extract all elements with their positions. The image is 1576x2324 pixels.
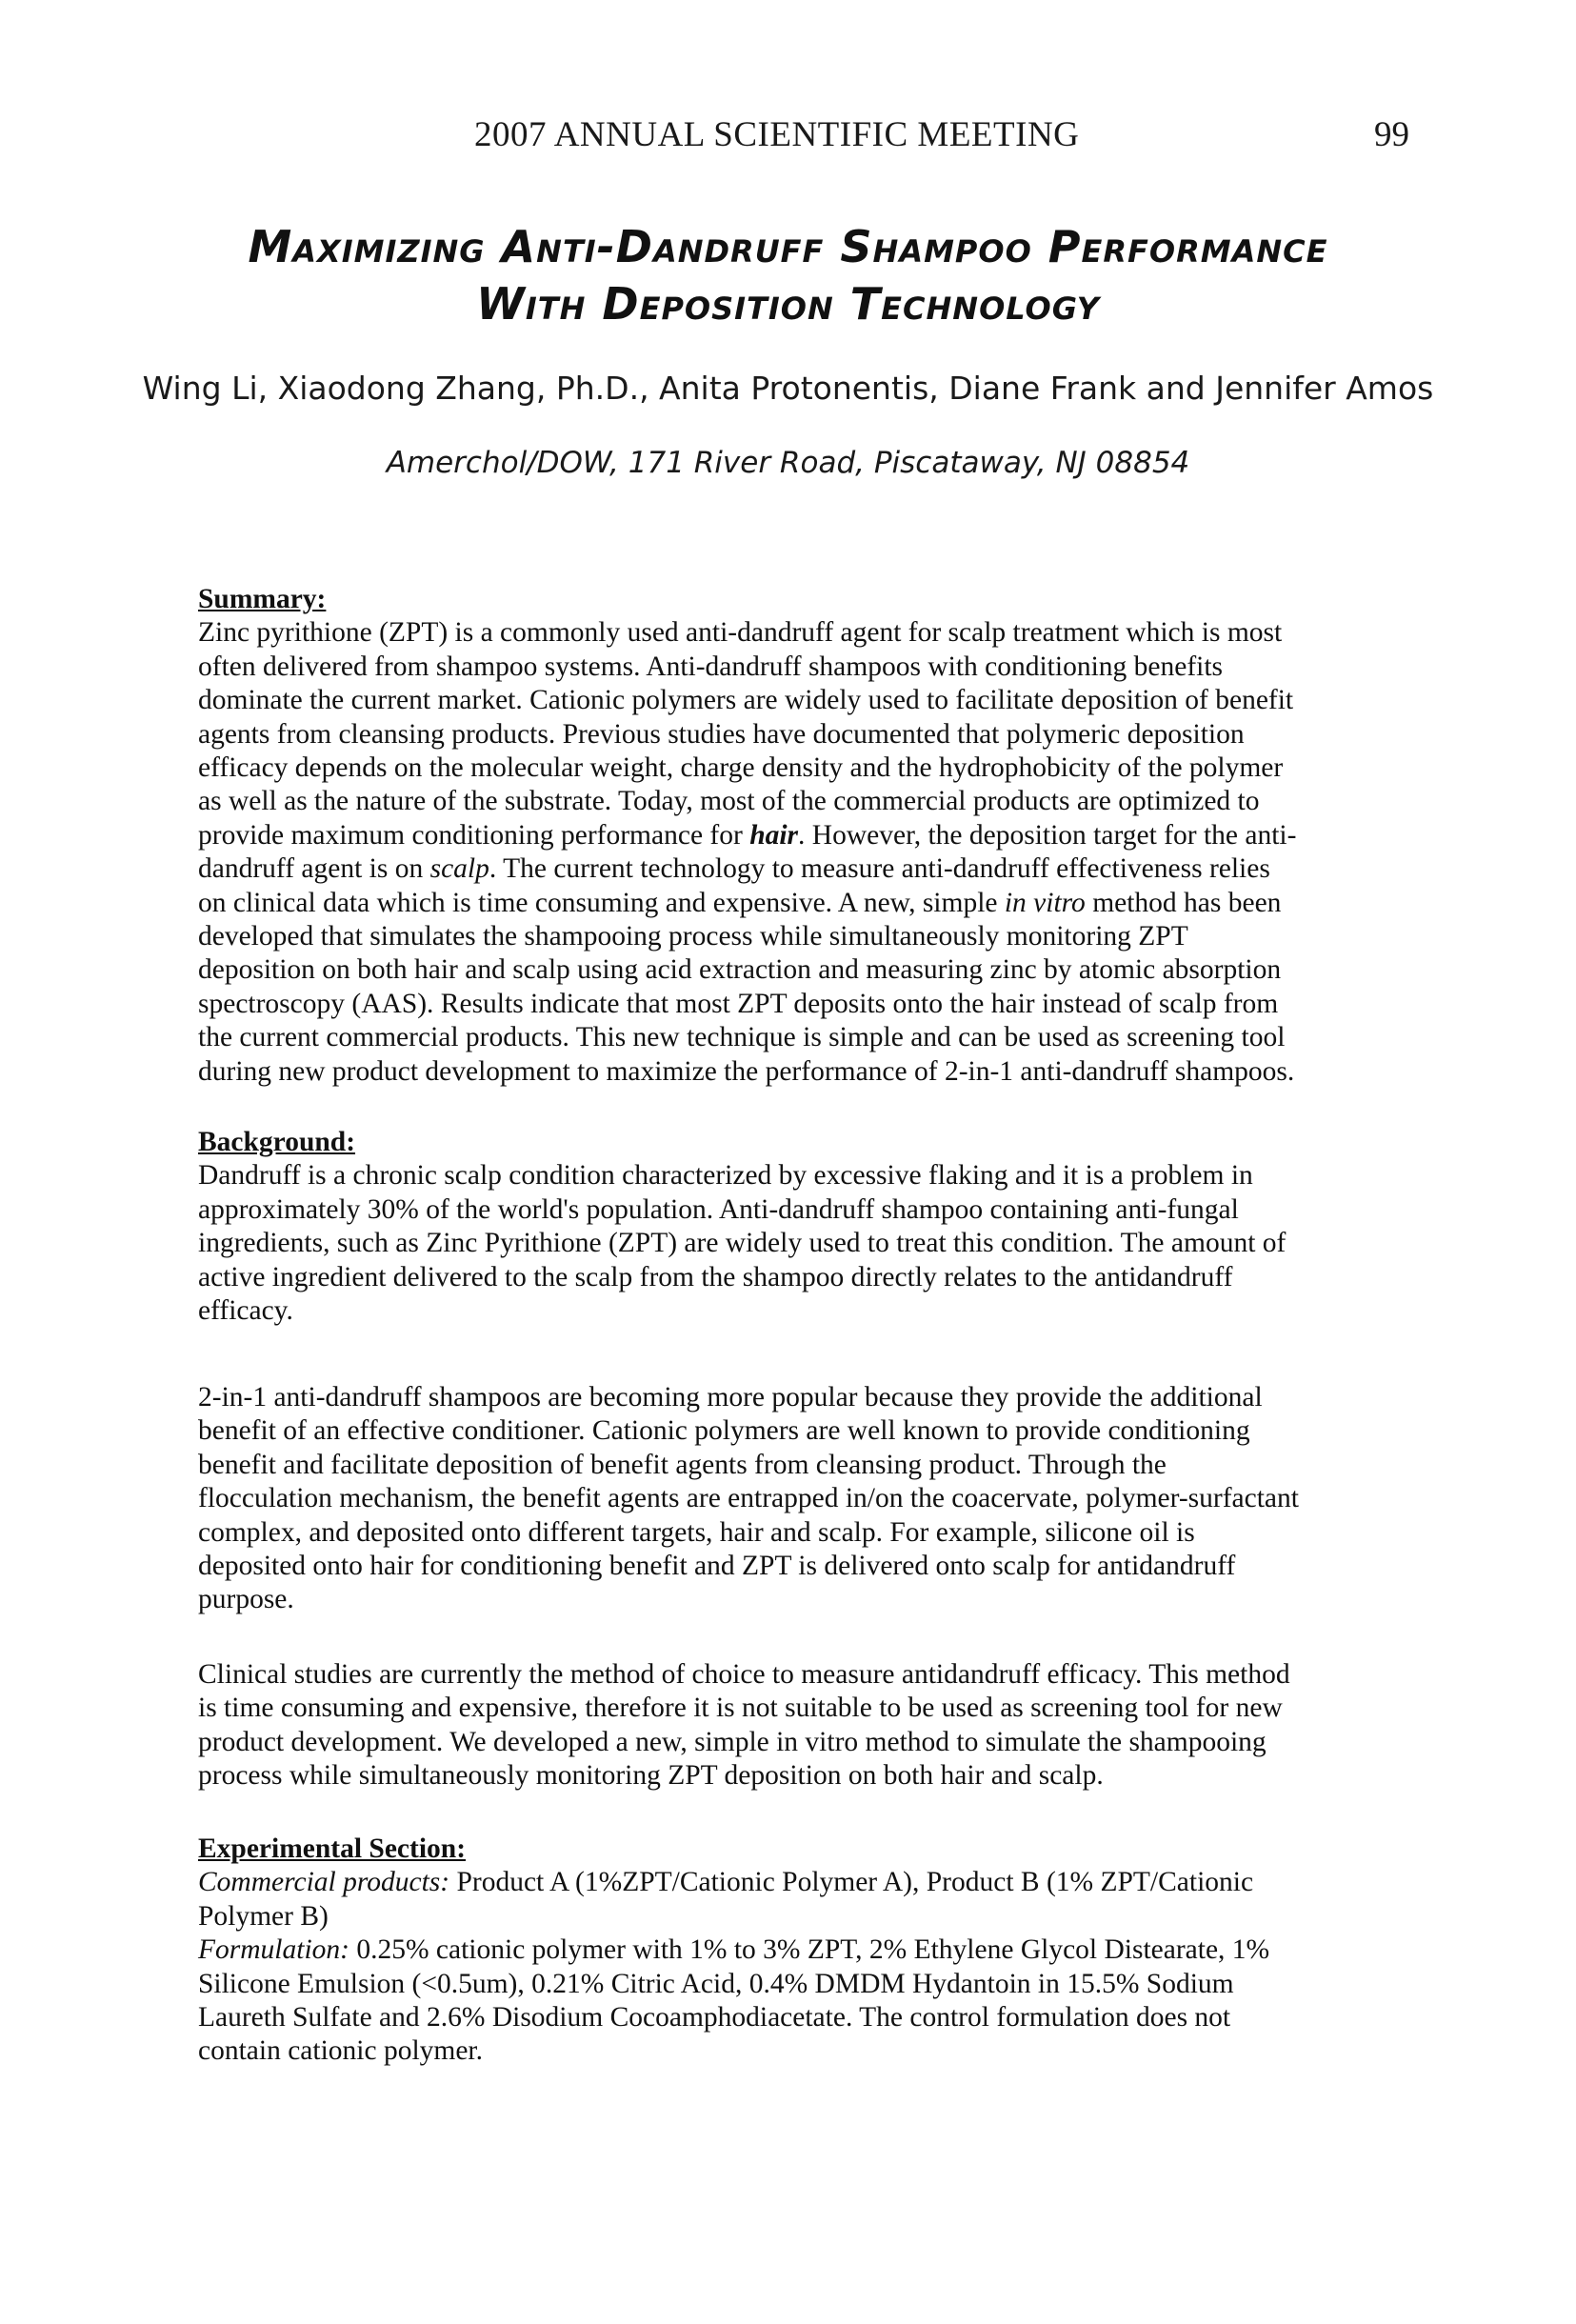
summary-text: provide maximum conditioning performance for <box>198 819 750 851</box>
summary-text: dandruff agent is on <box>198 853 430 885</box>
background-paragraph-3 <box>198 1658 1379 1793</box>
paragraph-line: flocculation mechanism, the benefit agents are entrapped in/on the coacervate, polymer-surfactant <box>198 1483 1299 1514</box>
paragraph-line: product development. We developed a new, simple in vitro method to simulate the shampooing <box>198 1726 1267 1757</box>
summary-line: often delivered from shampoo systems. Anti-dandruff shampoos with conditioning benefits <box>198 651 1224 682</box>
summary-line: developed that simulates the shampooing process while simultaneously monitoring ZPT <box>198 921 1188 952</box>
formulation-text: 0.25% cationic polymer with 1% to 3% ZPT, 2% Ethylene Glycol Distearate, 1% <box>349 1934 1270 1966</box>
summary-line <box>198 819 1379 852</box>
paragraph-line: purpose. <box>198 1584 294 1615</box>
background-section <box>198 1126 1379 1328</box>
background-line: approximately 30% of the world's population. Anti-dandruff shampoo containing anti-fungal <box>198 1193 1239 1225</box>
background-line: Dandruff is a chronic scalp condition characterized by excessive flaking and it is a problem in <box>198 1160 1253 1192</box>
running-head: 2007 ANNUAL SCIENTIFIC MEETING <box>474 115 1080 154</box>
summary-text: on clinical data which is time consuming and expensive. A new, simple <box>198 887 1005 918</box>
formulation-label: Formulation: <box>198 1934 349 1966</box>
page-number: 99 <box>1374 115 1409 154</box>
paragraph-line: complex, and deposited onto different targets, hair and scalp. For example, silicone oil is <box>198 1516 1195 1548</box>
summary-heading: Summary: <box>198 584 327 614</box>
experimental-section <box>198 1833 1379 2069</box>
paper-title-line-1: Maximizing Anti-Dandruff Shampoo Performance <box>248 221 1328 272</box>
summary-line: as well as the nature of the substrate. Today, most of the commercial products are optimized to <box>198 786 1260 817</box>
emphasis-in-vitro: in vitro <box>1004 887 1086 918</box>
summary-line <box>198 852 1379 886</box>
background-heading: Background: <box>198 1127 356 1157</box>
summary-line <box>198 887 1379 920</box>
paragraph-line: process while simultaneously monitoring ZPT deposition on both hair and scalp. <box>198 1760 1104 1792</box>
paper-title-line-2: With Deposition Technology <box>476 278 1100 330</box>
paragraph-line: is time consuming and expensive, therefore it is not suitable to be used as screening tool for new <box>198 1693 1283 1724</box>
paragraph-line: Clinical studies are currently the method of choice to measure antidandruff efficacy. This method <box>198 1659 1290 1690</box>
summary-line: spectroscopy (AAS). Results indicate that most ZPT deposits onto the hair instead of scalp from <box>198 988 1279 1019</box>
summary-line: agents from cleansing products. Previous studies have documented that polymeric deposition <box>198 718 1245 750</box>
author-list: Wing Li, Xiaodong Zhang, Ph.D., Anita Protonentis, Diane Frank and Jennifer Amos <box>142 370 1434 407</box>
paragraph-line: benefit of an effective conditioner. Cationic polymers are well known to provide conditioning <box>198 1415 1250 1447</box>
formulation-line: contain cationic polymer. <box>198 2035 484 2067</box>
formulation-line: Laureth Sulfate and 2.6% Disodium Cocoamphodiacetate. The control formulation does not <box>198 2002 1231 2034</box>
formulation-line: Silicone Emulsion (<0.5um), 0.21% Citric Acid, 0.4% DMDM Hydantoin in 15.5% Sodium <box>198 1968 1234 1999</box>
summary-line: Zinc pyrithione (ZPT) is a commonly used anti-dandruff agent for scalp treatment which is most <box>198 617 1283 649</box>
background-paragraph-2 <box>198 1381 1379 1617</box>
commercial-products-label: Commercial products: <box>198 1867 450 1898</box>
paragraph-line: deposited onto hair for conditioning benefit and ZPT is delivered onto scalp for antidandruff <box>198 1551 1236 1582</box>
experimental-heading: Experimental Section: <box>198 1833 467 1864</box>
formulation-line <box>198 1933 1379 1967</box>
summary-text: method has been <box>1085 887 1282 918</box>
summary-line: deposition on both hair and scalp using acid extraction and measuring zinc by atomic absorption <box>198 954 1282 986</box>
commercial-products-text: Product A (1%ZPT/Cationic Polymer A), Product B (1% ZPT/Cationic <box>449 1867 1254 1898</box>
emphasis-hair: hair <box>749 819 799 851</box>
commercial-products-line <box>198 1866 1379 1899</box>
summary-line: dominate the current market. Cationic polymers are widely used to facilitate deposition of benefit <box>198 685 1294 716</box>
background-line: active ingredient delivered to the scalp from the shampoo directly relates to the antidandruff <box>198 1261 1233 1292</box>
summary-line: during new product development to maximize the performance of 2-in-1 anti-dandruff shampoos. <box>198 1055 1295 1087</box>
summary-line: efficacy depends on the molecular weight, charge density and the hydrophobicity of the polymer <box>198 752 1284 784</box>
summary-text: . The current technology to measure anti-dandruff effectiveness relies <box>489 853 1270 885</box>
summary-text: . However, the deposition target for the anti- <box>798 819 1297 851</box>
commercial-products-line: Polymer B) <box>198 1900 329 1932</box>
background-line: efficacy. <box>198 1295 293 1327</box>
background-line: ingredients, such as Zinc Pyrithione (ZPT) are widely used to treat this condition. The amount of <box>198 1228 1287 1259</box>
summary-line: the current commercial products. This new technique is simple and can be used as screening tool <box>198 1022 1286 1053</box>
paragraph-line: 2-in-1 anti-dandruff shampoos are becoming more popular because they provide the additional <box>198 1382 1263 1412</box>
paragraph-line: benefit and facilitate deposition of benefit agents from cleansing product. Through the <box>198 1449 1167 1480</box>
summary-section <box>198 583 1379 1089</box>
emphasis-scalp: scalp <box>429 853 489 885</box>
affiliation: Amerchol/DOW, 171 River Road, Piscataway, NJ 08854 <box>386 446 1190 480</box>
